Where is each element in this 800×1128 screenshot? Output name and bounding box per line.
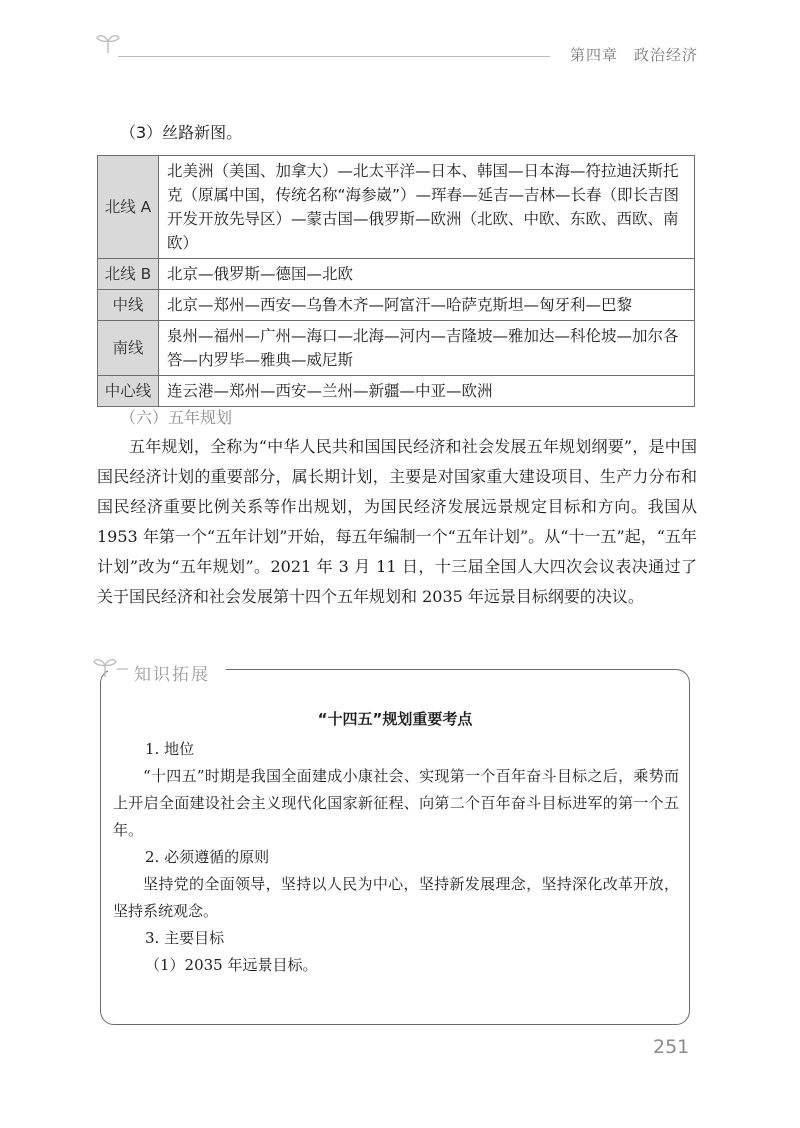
route-path: 北京—郑州—西安—乌鲁木齐—阿富汗—哈萨克斯坦—匈牙利—巴黎 <box>159 290 695 321</box>
route-path: 北京—俄罗斯—德国—北欧 <box>159 259 695 290</box>
table-row <box>98 259 695 290</box>
silk-road-table <box>97 155 695 407</box>
item-text: “十四五”时期是我国全面建成小康社会、实现第一个百年奋斗目标之后，乘势而上开启全面建设社会主义现代化国家新征程、向第二个百年奋斗目标进军的第一个五年。 <box>113 767 679 839</box>
table-row <box>98 321 695 376</box>
item-heading: （1）2035 年远景目标。 <box>145 956 318 974</box>
table-row <box>98 290 695 321</box>
route-name: 中线 <box>98 290 159 321</box>
route-name: 南线 <box>98 321 159 376</box>
table-row <box>98 156 695 259</box>
route-path: 北美洲（美国、加拿大）—北太平洋—日本、韩国—日本海—符拉迪沃斯托克（原属中国，传统名称“海参崴”）—珲春—延吉—吉林—长春（即长吉图开发开放先导区）—蒙古国—俄罗斯—欧洲（北欧、中欧、东欧、西欧、南欧） <box>159 156 695 259</box>
item-heading: 3. 主要目标 <box>145 929 225 947</box>
route-name: 北线 A <box>98 156 159 259</box>
box-heading: “十四五”规划重要考点 <box>317 710 473 728</box>
route-name: 北线 B <box>98 259 159 290</box>
chapter-title: 第四章 政治经济 <box>569 46 698 64</box>
box-body <box>113 736 679 979</box>
table-row <box>98 376 695 407</box>
item-heading: 1. 地位 <box>145 740 195 758</box>
item-text: 坚持党的全面领导，坚持以人民为中心，坚持新发展理念，坚持深化改革开放，坚持系统观念。 <box>113 875 679 920</box>
item-heading: 2. 必须遵循的原则 <box>145 848 270 866</box>
five-year-plan-paragraph: 五年规划，全称为“中华人民共和国国民经济和社会发展五年规划纲要”，是中国国民经济计划的重要部分，属长期计划，主要是对国家重大建设项目、生产力分布和国民经济重要比例关系等作出规划，为国民经济发展远景规定目标和方向。我国从 1953 年第一个“五年计划”开始，每五年编制一个“五年计划”。从“十一五”起，“五年计划”改为“五年规划”。2021 年 3 月 11 日，十三届全国人大四次会议表决通过了关于国民经济和社会发展第十四个五年规划和 2035 年远景目标纲要的决议。 <box>97 437 697 606</box>
section-3-title: （3）丝路新图。 <box>120 123 243 142</box>
knowledge-extension-label: 知识拓展 <box>134 665 210 685</box>
section-6-title: （六）五年规划 <box>120 408 233 427</box>
route-path: 连云港—郑州—西安—兰州—新疆—中亚—欧洲 <box>159 376 695 407</box>
sprout-icon <box>95 32 121 54</box>
page-number: 251 <box>653 1036 690 1058</box>
route-name: 中心线 <box>98 376 159 407</box>
route-path: 泉州—福州—广州—海口—北海—河内—吉隆坡—雅加达—科伦坡—加尔各答—内罗毕—雅典—威尼斯 <box>159 321 695 376</box>
header-rule <box>118 56 550 57</box>
sprout-icon <box>93 655 129 679</box>
